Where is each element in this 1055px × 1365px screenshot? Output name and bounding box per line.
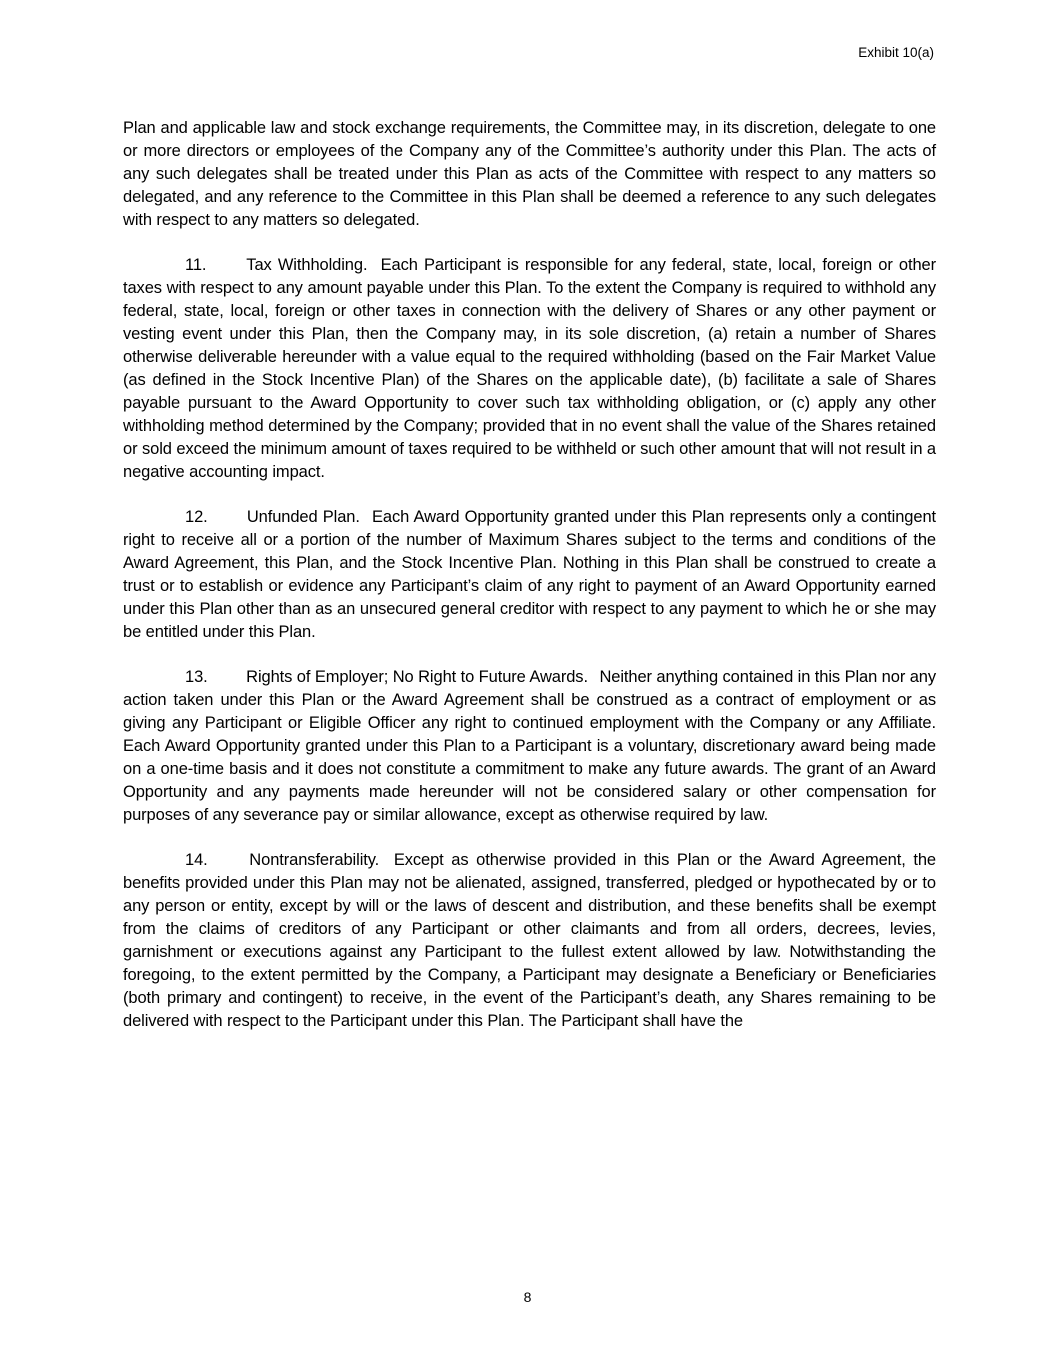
- document-body: [123, 117, 936, 1033]
- paragraph-text: Neither anything contained in this Plan nor any action taken under this Plan or the Award Agreement shall be construed as a contract of employment or as giving any Participant or Eligible Officer any right to continued employment with the Company or any Affiliate. Each Award Opportunity granted under this Plan to a Participant is a voluntary, discretionary award being made on a one-time basis and it does not constitute a commitment to make any future awards. The grant of an Award Opportunity and any payments made hereunder will not be considered salary or other compensation for purposes of any severance pay or similar allowance, except as otherwise required by law.: [123, 668, 937, 824]
- section-heading: Tax Withholding.: [246, 256, 368, 274]
- paragraph-section-14: [123, 849, 936, 1033]
- paragraph-text: Plan and applicable law and stock exchange requirements, the Committee may, in its discretion, delegate to one or more directors or employees of the Company any of the Committee’s authority under this Plan. The acts of any such delegates shall be treated under this Plan as acts of the Committee with respect to any matters so delegated, and any reference to the Committee in this Plan shall be deemed a reference to any such delegates with respect to any matters so delegated.: [123, 119, 936, 229]
- paragraph-section-13: [123, 666, 936, 827]
- section-heading: Unfunded Plan.: [246, 508, 360, 526]
- paragraph-text: Each Award Opportunity granted under this Plan represents only a contingent right to receive all or a portion of the number of Maximum Shares subject to the terms and conditions of the Award Agreement, this Plan, and the Stock Incentive Plan. Nothing in this Plan shall be construed to create a trust or to establish or evidence any Participant’s claim of any right to payment of an Award Opportunity earned under this Plan other than as an unsecured general creditor with respect to any payment to which he or she may be entitled under this Plan.: [123, 508, 937, 641]
- section-number: 12.: [185, 508, 208, 526]
- paragraph-text: Each Participant is responsible for any federal, state, local, foreign or other taxes with respect to any amount payable under this Plan. To the extent the Company is required to withhold any federal, state, local, foreign or other taxes in connection with the delivery of Shares or any other payment or vesting event under this Plan, then the Company may, in its sole discretion, (a) retain a number of Shares otherwise deliverable hereunder with a value equal to the required withholding (based on the Fair Market Value (as defined in the Stock Incentive Plan) of the Shares on the applicable date), (b) facilitate a sale of Shares payable pursuant to the Award Opportunity to cover such tax withholding obligation, or (c) apply any other withholding method determined by the Company; provided that in no event shall the value of the Shares retained or sold exceed the minimum amount of taxes required to be withheld or such other amount that will not result in a negative accounting impact.: [123, 256, 936, 481]
- section-number: 13.: [185, 668, 208, 686]
- paragraph-section-11: [123, 254, 936, 484]
- page-number: 8: [523, 1289, 532, 1305]
- section-heading: Nontransferability.: [249, 851, 380, 869]
- section-number: 14.: [185, 851, 208, 869]
- section-number: 11.: [185, 256, 207, 274]
- paragraph-text: Except as otherwise provided in this Plan or the Award Agreement, the benefits provided under this Plan may not be alienated, assigned, transferred, pledged or hypothecated by or to any person or entity, except by will or the laws of descent and distribution, and these benefits shall be exempt from the claims of creditors of any Participant or other claimants and from all orders, decrees, levies, garnishment or executions against any Participant to the fullest extent allowed by law. Notwithstanding the foregoing, to the extent permitted by the Company, a Participant may designate a Beneficiary or Beneficiaries (both primary and contingent) to receive, in the event of the Participant’s death, any Shares remaining to be delivered with respect to the Participant under this Plan. The Participant shall have the: [123, 851, 937, 1030]
- paragraph-section-12: [123, 506, 936, 644]
- paragraph-continuation: [123, 117, 936, 232]
- section-heading: Rights of Employer; No Right to Future Awards.: [246, 668, 588, 686]
- exhibit-label: Exhibit 10(a): [858, 45, 934, 60]
